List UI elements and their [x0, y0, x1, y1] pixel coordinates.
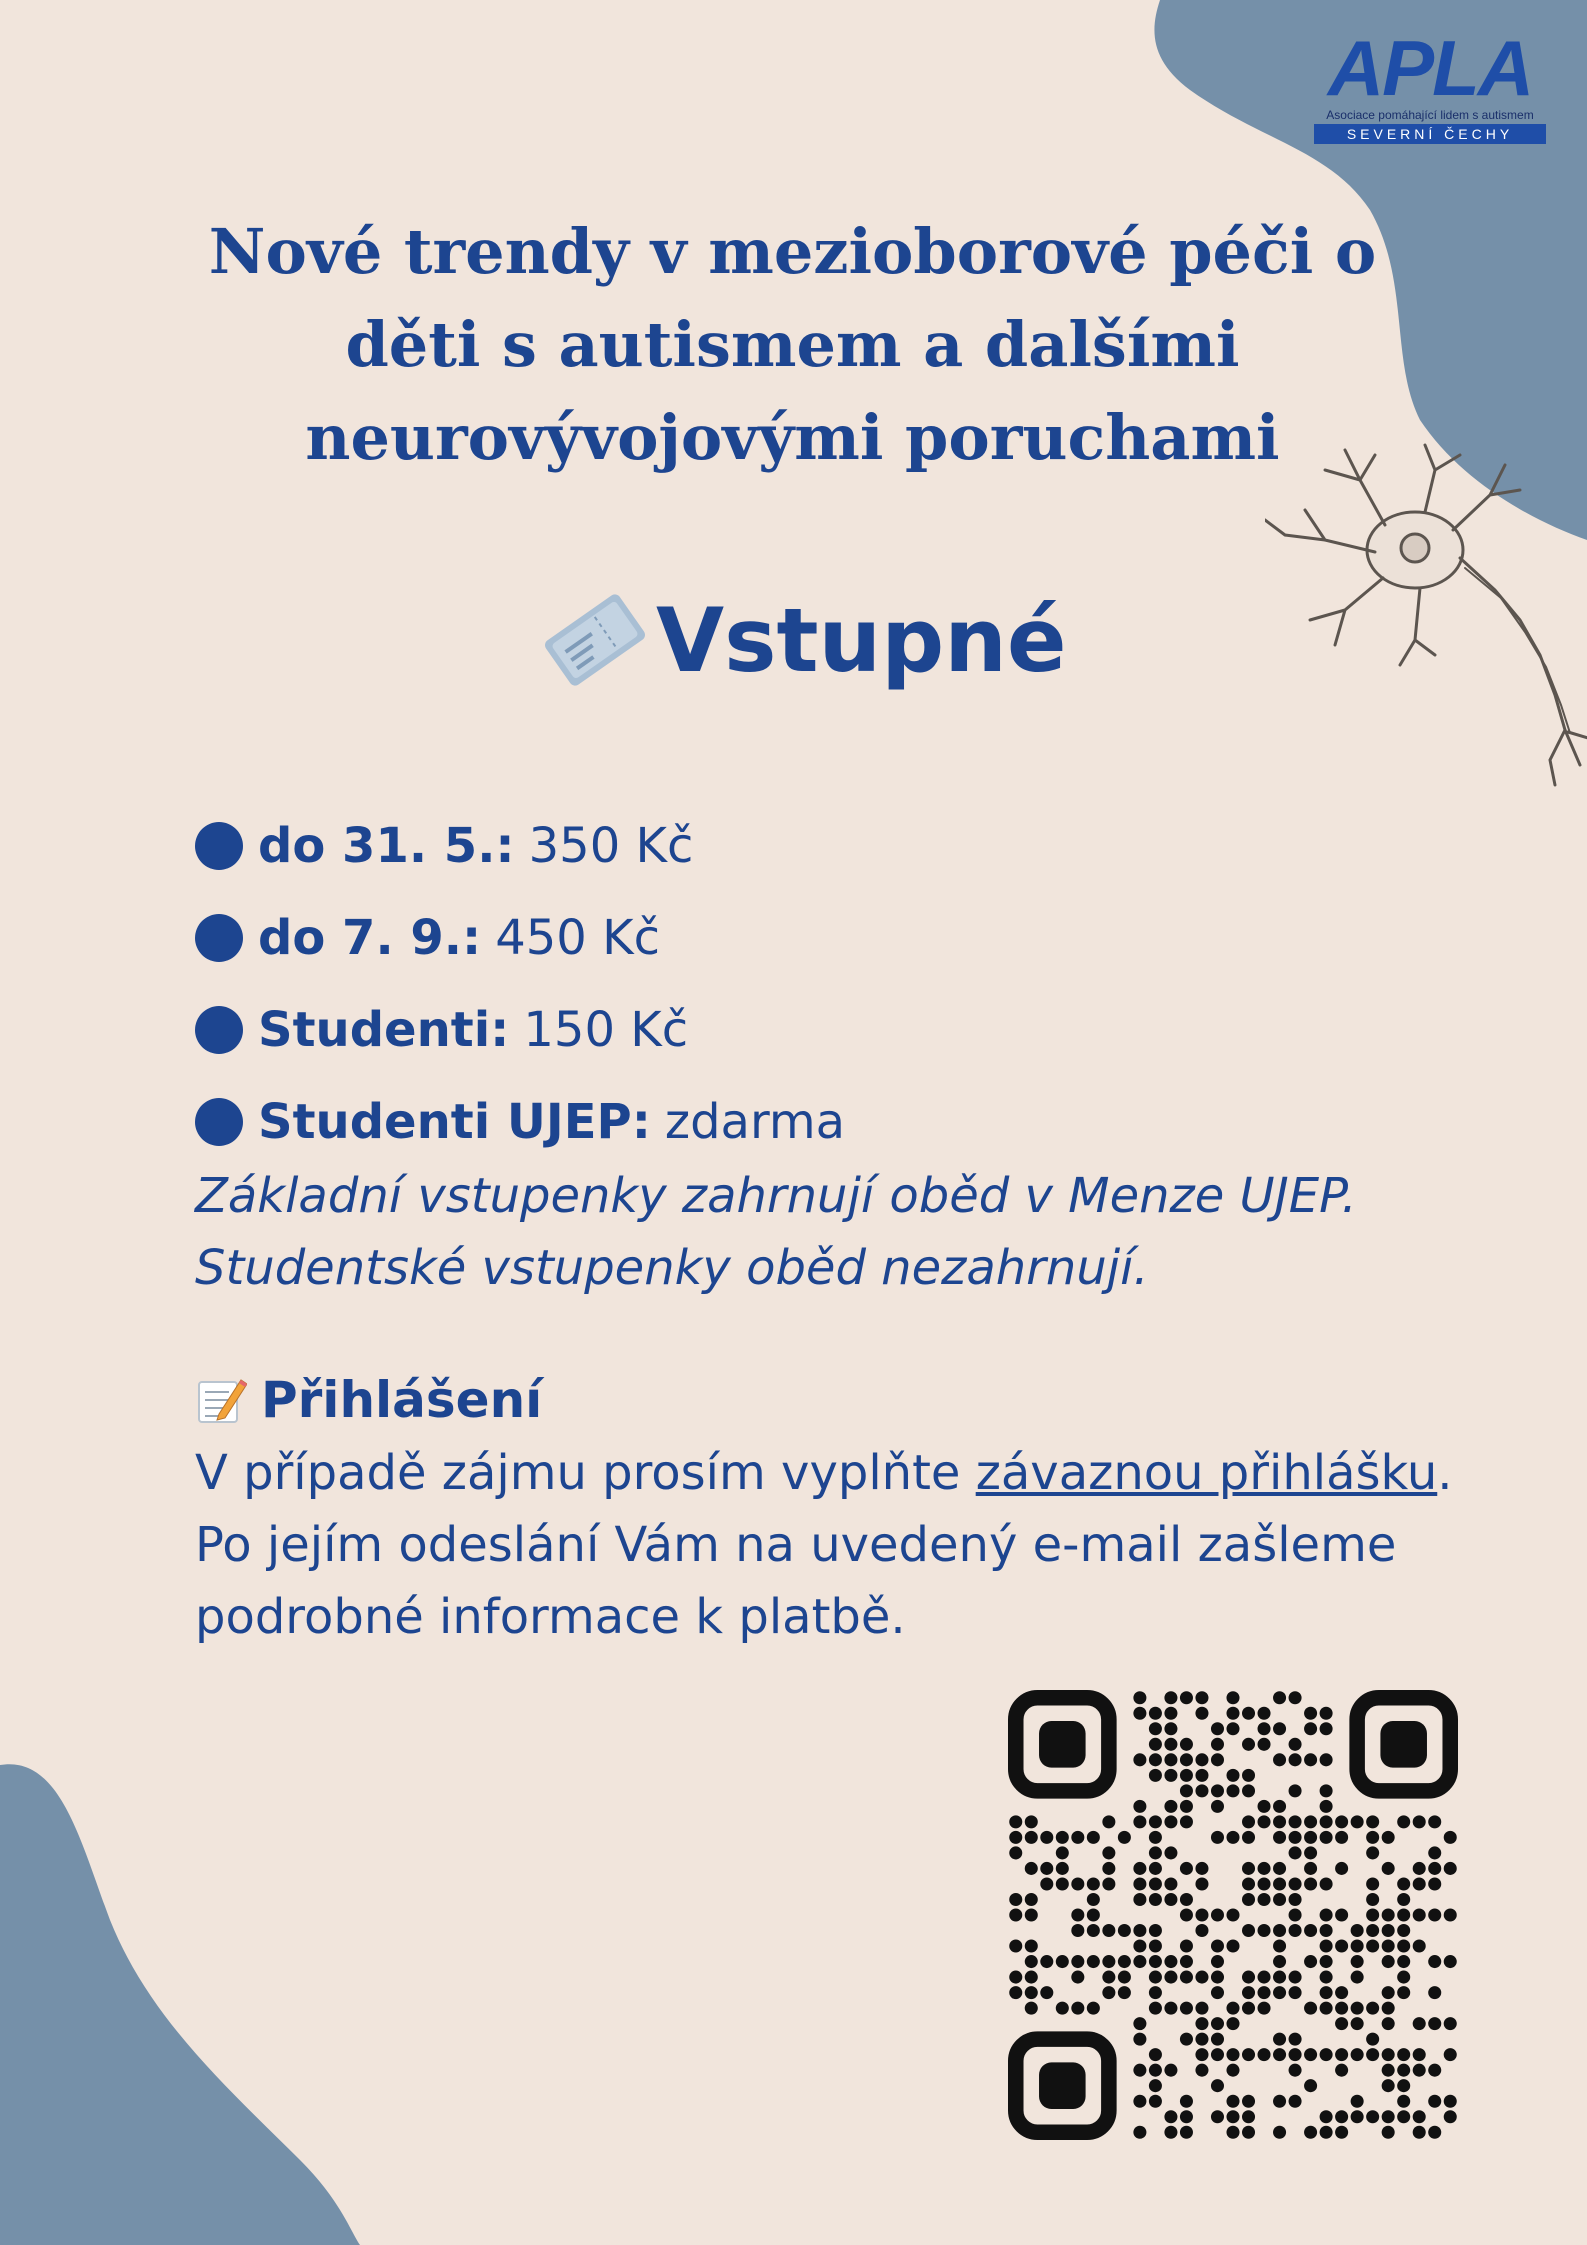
price-label: do 7. 9.:: [258, 910, 482, 966]
registration-text-before: V případě zájmu prosím vyplňte: [195, 1445, 976, 1501]
logo-subtitle: Asociace pomáhající lidem s autismem: [1326, 108, 1534, 122]
price-label: Studenti UJEP:: [258, 1094, 651, 1150]
logo-letters: APLA: [1327, 24, 1533, 112]
price-label: Studenti:: [258, 1002, 510, 1058]
ticket-icon: [540, 585, 650, 695]
neuron-illustration: [1265, 440, 1587, 800]
price-value: 150 Kč: [523, 1002, 689, 1058]
fees-heading-text: Vstupné: [656, 588, 1067, 692]
price-item: [195, 892, 1445, 984]
registration-text: [195, 1437, 1495, 1653]
price-item: [195, 800, 1445, 892]
price-value: zdarma: [664, 1094, 846, 1150]
logo-region: SEVERNÍ ČECHY: [1314, 124, 1546, 144]
registration-text-after: . Po jejím odeslání Vám na uvedený e-mail zašleme podrobné informace k platbě.: [195, 1445, 1453, 1645]
registration-form-link[interactable]: závaznou přihlášku: [975, 1445, 1438, 1501]
bullet-dot-icon: [195, 914, 243, 962]
fees-heading: [540, 580, 1067, 700]
apla-logo: [1310, 24, 1550, 148]
fees-note: Základní vstupenky zahrnují oběd v Menze UJEP. Studentské vstupenky oběd nezahrnují.: [195, 1168, 1357, 1296]
qr-finder-pattern: [1016, 2039, 1109, 2132]
price-item: [195, 1076, 1445, 1168]
qr-finder-pattern: [1357, 1698, 1450, 1791]
bullet-dot-icon: [195, 1006, 243, 1054]
price-value: 450 Kč: [495, 910, 660, 966]
bottom-left-blob: [0, 1764, 360, 2245]
registration-heading: [195, 1360, 542, 1440]
bullet-dot-icon: [195, 822, 243, 870]
registration-heading-text: Přihlášení: [261, 1371, 543, 1429]
memo-icon: [195, 1374, 247, 1426]
qr-finder-pattern: [1016, 1698, 1109, 1791]
price-label: do 31. 5.:: [258, 818, 515, 874]
bullet-dot-icon: [195, 1098, 243, 1146]
price-value: 350 Kč: [528, 818, 694, 874]
registration-qr-code[interactable]: [1008, 1690, 1458, 2140]
page-title: Nové trendy v mezioborové péči o děti s autismem a dalšími neurovývojovými poruchami: [208, 215, 1377, 474]
price-item: [195, 984, 1445, 1076]
price-list: [195, 800, 1445, 1168]
